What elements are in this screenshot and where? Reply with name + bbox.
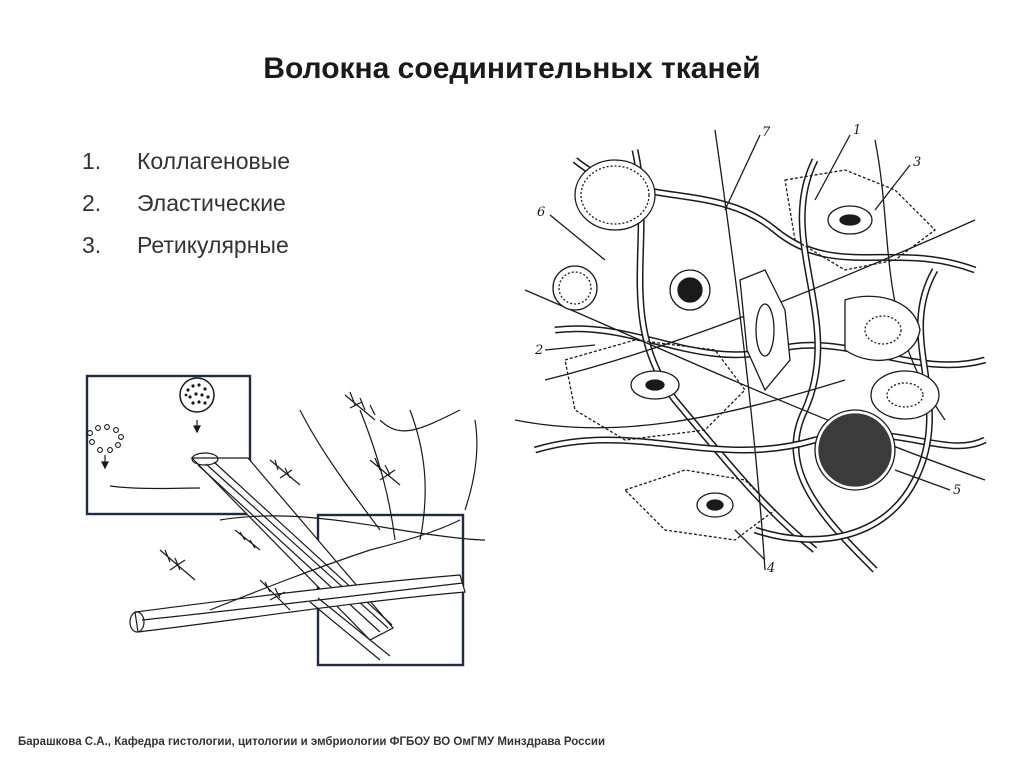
list-item <box>82 182 290 224</box>
callout-label: 3 <box>913 155 922 170</box>
callout-label: 2 <box>535 343 544 358</box>
list-item <box>82 140 290 182</box>
callout-label: 6 <box>537 205 546 220</box>
list-number: 2. <box>82 189 102 216</box>
loose-connective-tissue-illustration <box>515 120 995 580</box>
fiber-type-list <box>82 140 290 266</box>
callout-label: 1 <box>853 123 862 138</box>
list-item <box>82 224 290 266</box>
collagen-fiber-illustration <box>80 370 500 670</box>
list-number: 3. <box>82 231 102 258</box>
list-label: Коллагеновые <box>137 147 291 174</box>
list-label: Ретикулярные <box>137 231 289 258</box>
list-label: Эластические <box>137 189 286 216</box>
callout-label: 5 <box>953 483 962 498</box>
callout-label: 4 <box>767 561 776 576</box>
slide-footer: Барашкова С.А., Кафедра гистологии, цитологии и эмбриологии ФГБОУ ВО ОмГМУ Минздрава России <box>18 736 606 748</box>
callout-label: 7 <box>762 125 771 140</box>
slide-title: Волокна соединительных тканей <box>263 52 761 85</box>
list-number: 1. <box>82 147 102 174</box>
zoom-box <box>87 376 250 514</box>
